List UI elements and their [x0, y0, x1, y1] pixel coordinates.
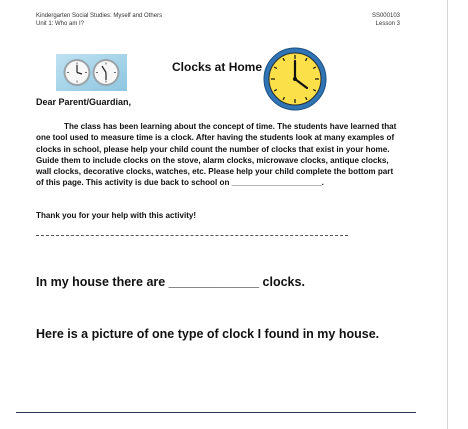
unit-title: Unit 1: Who am I?: [36, 21, 85, 27]
header-left: [36, 12, 162, 28]
clock-count-prompt: In my house there are _____________ clocks.: [36, 275, 305, 289]
course-code: SS000103: [371, 13, 400, 19]
bottom-rule: [16, 412, 416, 413]
picture-prompt: Here is a picture of one type of clock I found in my house.: [36, 327, 380, 341]
clocks-photo: [56, 54, 127, 91]
course-title: Kindergarten Social Studies: Myself and Others: [36, 13, 163, 19]
letter-body: The class has been learning about the concept of time. The students have learned that one tool used to measure time is a clock. After having the students look at many examples of clocks in school, please help your child count the number of clocks that exist in your home. Guide them to include clocks on the stove, alarm clocks, microwave clocks, antique clocks, wall clocks, decorative clocks, watches, etc. Please help your child complete the bottom part of this page. This activity is due back to school on ____________________.: [36, 122, 397, 188]
cut-line: [36, 235, 348, 236]
page-title: Clocks at Home: [172, 60, 263, 74]
page-edge: [447, 0, 448, 429]
lesson-label: Lesson 3: [375, 21, 400, 27]
clock-icon: [262, 46, 328, 112]
header-right: [330, 12, 400, 28]
letter-paragraph: [36, 121, 401, 189]
greeting: Dear Parent/Guardian,: [36, 97, 132, 107]
thanks-line: Thank you for your help with this activity!: [36, 211, 197, 220]
